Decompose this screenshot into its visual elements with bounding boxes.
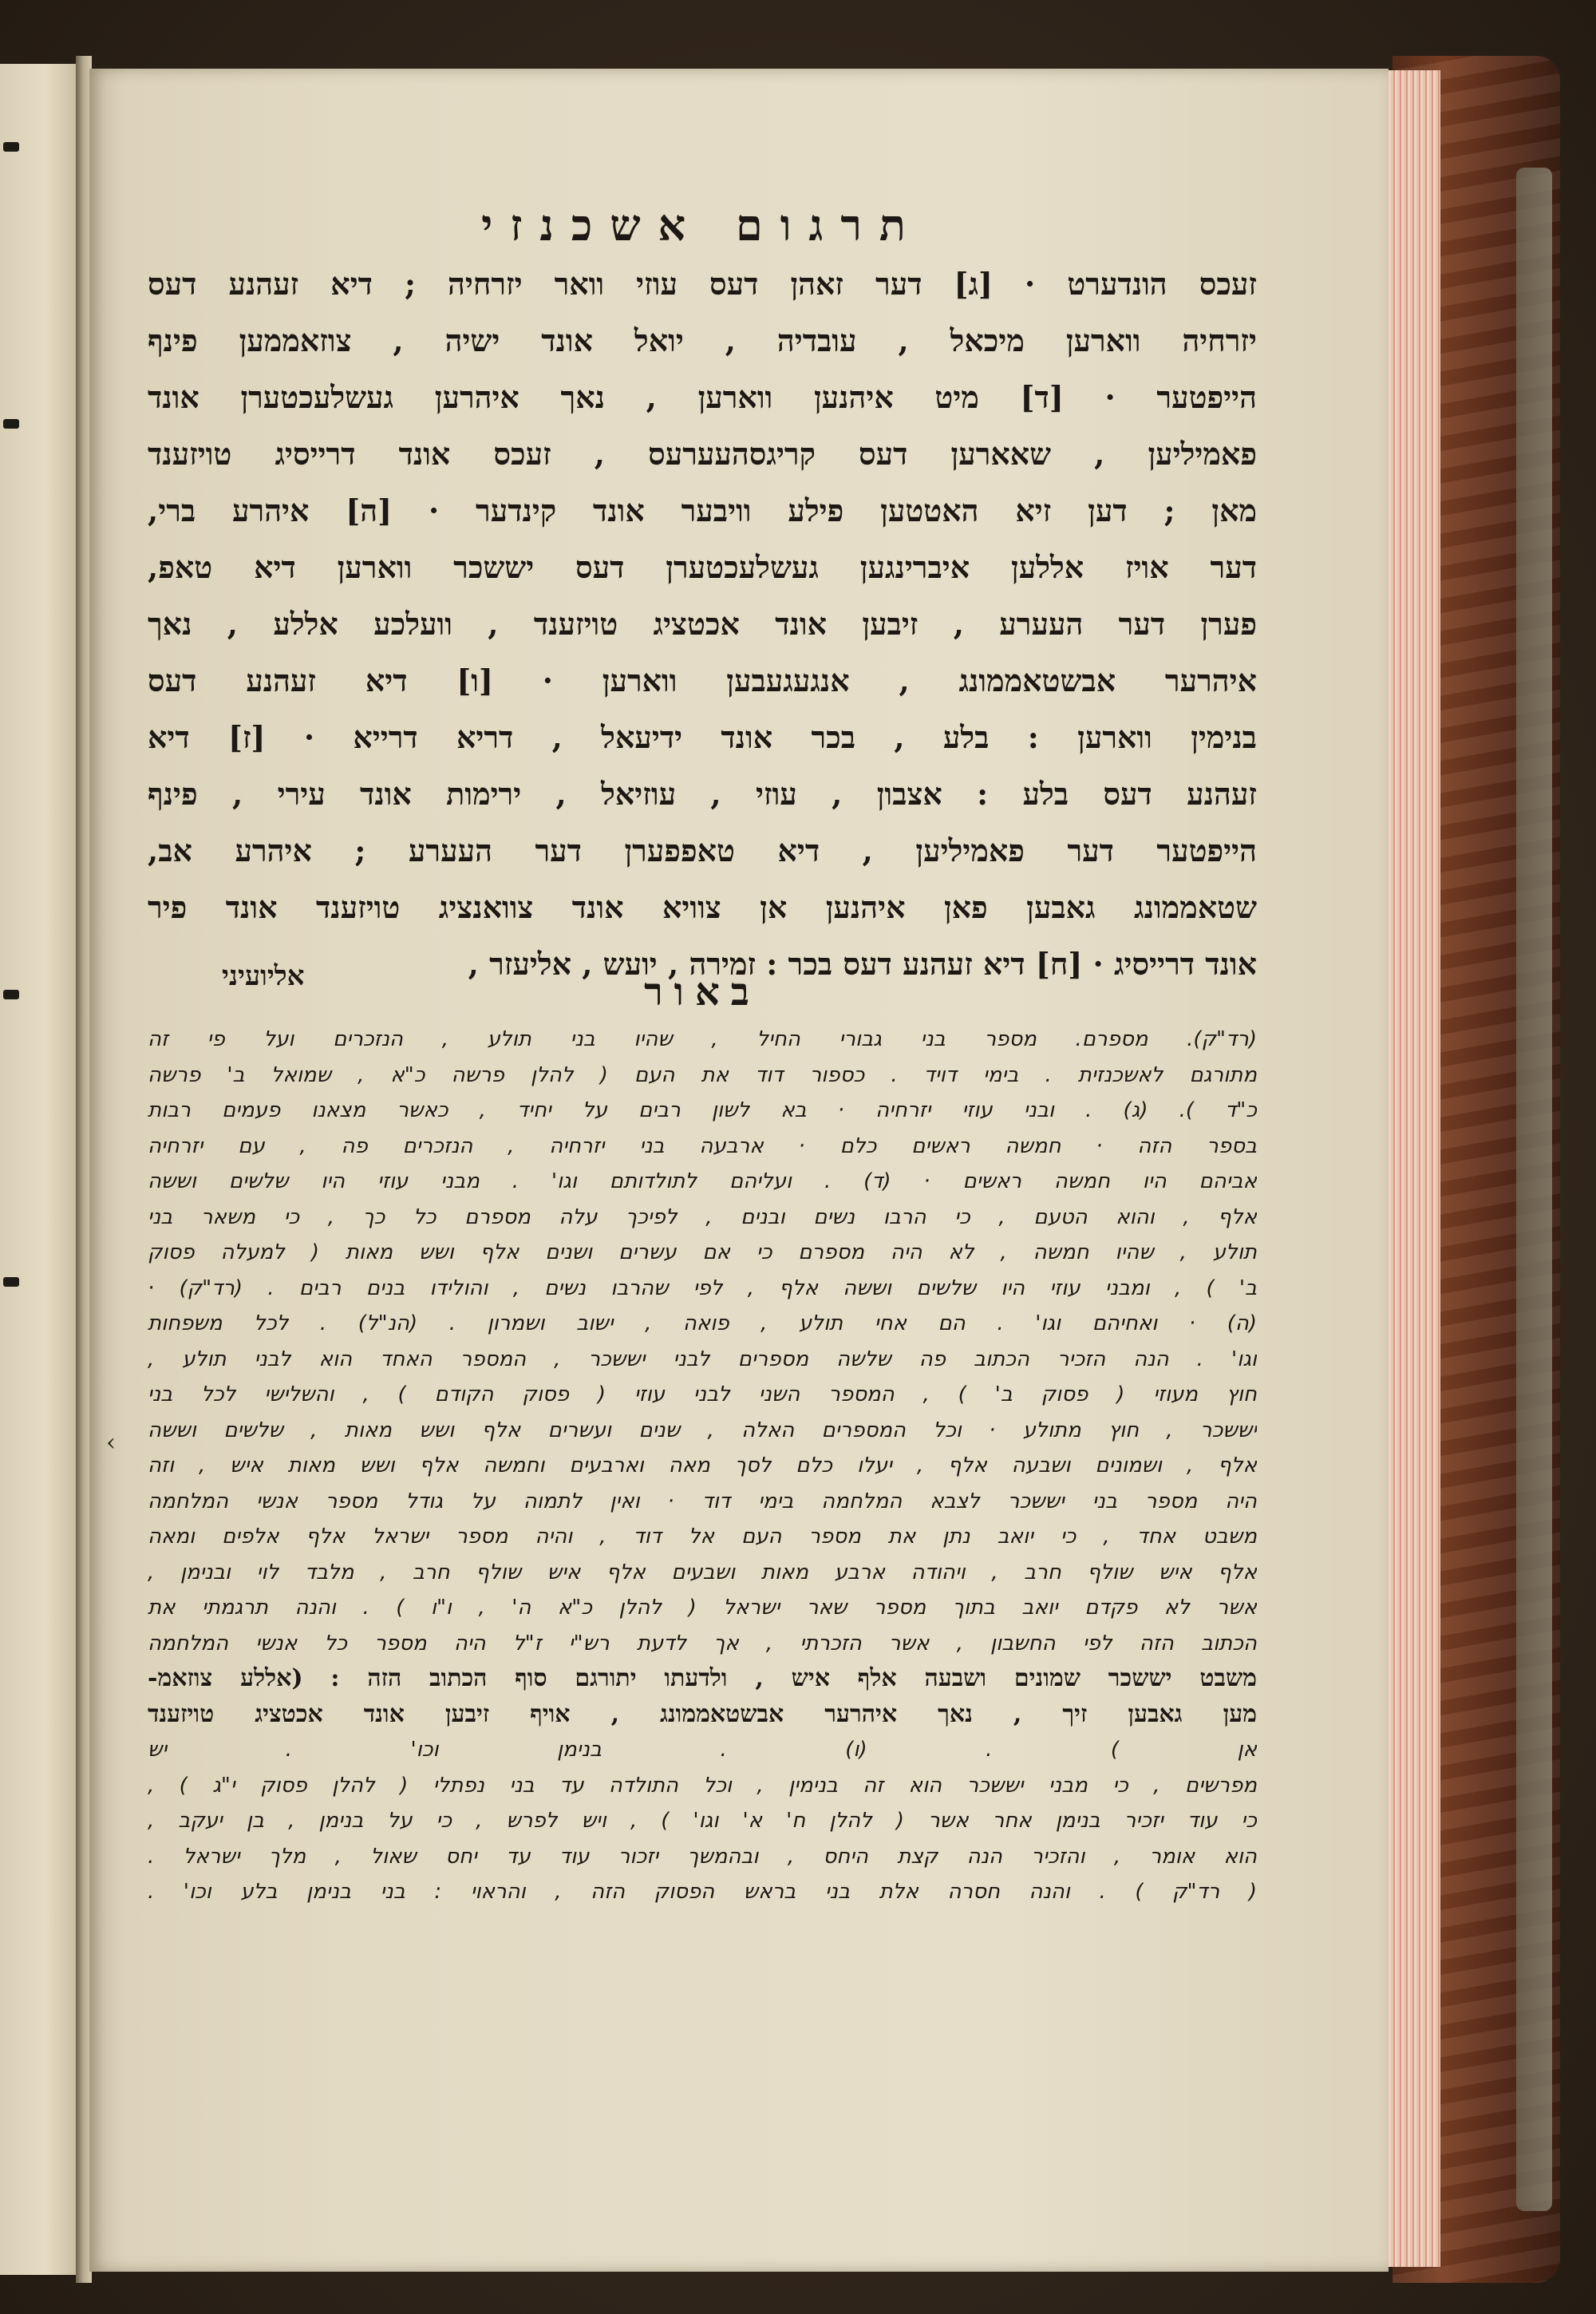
main-text-line: הייפטער דער פאמיליען , דיא טאפפערן דער העערע ; איהרע אב, [148, 833, 1257, 868]
commentary-line: ב' ) , ומבני עוזי היו שלשים וששה אלף , לפי שהרבו נשים , והולידו בנים רבים . (רד"ק) · [148, 1276, 1257, 1300]
cover-wear-strip [1516, 168, 1552, 2211]
commentary-block [148, 1022, 1257, 1910]
commentary-line: מען גאבען זיך , נאך איהרער אבשטאממונג , אויף זיבען אונד אכטציג טויזענד [148, 1699, 1257, 1728]
commentary-line: אלף איש שולף חרב , ויהודה ארבע מאות ושבעים אלף איש שולף חרב , מלבד לוי ובנימן , [148, 1560, 1257, 1584]
commentary-line: אלף , והוא הטעם , כי הרבו נשים ובנים , לפיכך עלה מספרם כל כך , כי משאר בני [148, 1204, 1257, 1229]
main-text-line: יזרחיה ווארען מיכאל , עובדיה , יואל אונד ישיה , צוזאממען פינף [148, 322, 1257, 358]
left-page-mark [3, 1277, 19, 1287]
commentary-line: יששכר , חוץ מתולע · וכל המספרים האלה , שנים ועשרים אלף ושש מאות , שלשים וששה [148, 1418, 1257, 1442]
commentary-line: משבט אחד , כי יואב נתן את מספר העם אל דוד , והיה מספר ישראל אלף אלפים ומאה [148, 1525, 1257, 1549]
main-text-continuation: אליועיני [222, 960, 305, 992]
main-text-line: הייפטער · [ד] מיט איהנען ווארען , נאך איהרען געשלעכטערן אונד [148, 379, 1257, 415]
margin-mark: ‹ [106, 1429, 116, 1457]
commentary-line: משבט יששכר שמונים ושבעה אלף איש , ולדעתו יתורגם סוף הכתוב הזה : (אללע צוזאמ- [148, 1664, 1257, 1692]
commentary-line: (רד"ק). מספרם. מספר בני גבורי החיל , שהיו בני תולע , הנזכרים ועל פי זה [148, 1027, 1257, 1051]
main-text-line: זעכס הונדערט · [ג] דער זאהן דעס עוזי וואר יזרחיה ; דיא זעהנע דעס [148, 266, 1257, 302]
commentary-line: כי עוד יזכיר בנימן אחר אשר ( להלן ח' א' וגו' ) , ויש לפרש , כי על בנימן , בן יעקב , [148, 1809, 1257, 1833]
commentary-line: ( רד"ק ) . והנה חסרה אלת בני בראש הפסוק הזה , והראוי : בני בנימן בלע וכו' . [148, 1880, 1257, 1904]
commentary-line: (ה) · ואחיהם וגו' . הם אחי תולע , פואה , ישוב ושמרון . (הנ"ל) . לכל משפחות [148, 1311, 1257, 1335]
main-text-line: שטאממונג גאבען פאן איהנען אן צוויא אונד צוואנציג טויזענד אונד פיר [148, 889, 1257, 925]
main-text-line: דער אויז אללען איברינגען געשלעכטערן דעס יששכר ווארען דיא טאפ, [148, 549, 1257, 585]
main-text-block [148, 255, 1257, 992]
page-title: תרגום אשכנזי [481, 200, 923, 251]
commentary-heading: באור [644, 970, 760, 1015]
commentary-line: מפרשים , כי מבני יששכר הוא זה בנימין , וכל התולדה עד בני נפתלי ( להלן פסוק י"ג ) , [148, 1773, 1257, 1798]
main-text-line: איהרער אבשטאממונג , אנגעגעבען ווארען · [ו] דיא זעהנע דעס [148, 663, 1257, 698]
main-text-line: פערן דער העערע , זיבען אונד אכטציג טויזענד , וועלכע אללע , נאך [148, 606, 1257, 642]
commentary-line: אשר לא פקדם יואב בתוך מספר שאר ישראל ( להלן כ"א ה' , ו"ו ) . והנה תרגמתי את [148, 1596, 1257, 1620]
commentary-line: אן ) . (ו) . בנימן וכו' . יש [148, 1738, 1257, 1762]
commentary-line: הכתוב הזה לפי החשבון , אשר הזכרתי , אך לדעת רש"י ז"ל היה מספר כל אנשי המלחמה [148, 1631, 1257, 1655]
main-text-line: מאן ; דען זיא האטטען פילע וויבער אונד קינדער · [ה] איהרע ברי, [148, 492, 1257, 528]
commentary-line: היה מספר בני יששכר לצבא המלחמה בימי דוד · ואין לתמוה על גודל מספר אנשי המלחמה [148, 1489, 1257, 1513]
commentary-line: כ"ד ). (ג) . ובני עוזי יזרחיה · בא לשון רבים על יחיד , כאשר מצאנו פעמים רבות [148, 1098, 1257, 1122]
page-fore-edge [1385, 70, 1440, 2267]
left-page-mark [3, 419, 19, 429]
commentary-line: הוא אומר , והזכיר הנה קצת היחס , ובהמשך יזכור עוד עד יחס שאול , מלך ישראל . [148, 1844, 1257, 1869]
commentary-line: מתורגם לאשכנזית . בימי דויד . כספור דוד את העם ( להלן פרשה כ"א , שמואל ב' פרשה [148, 1062, 1257, 1087]
left-page-mark [3, 142, 19, 152]
main-text-line: בנימין ווארען : בלע , בכר אונד ידיעאל , דריא דרייא · [ז] דיא [148, 719, 1257, 755]
main-text-line: פאמיליען , שאארען דעס קריגסהעערעס , זעכס אונד דרייסיג טויזענד [148, 436, 1257, 472]
main-text-line: זעהנע דעס בלע : אצבון , עוזי , עוזיאל , ירימות אונד עירי , פינף [148, 776, 1257, 812]
left-page-mark [3, 990, 19, 999]
commentary-line: חוץ מעוזי ( פסוק ב' ) , המספר השני לבני עוזי ( פסוק הקודם ) , והשלישי לכל בני [148, 1382, 1257, 1406]
left-facing-page [0, 64, 81, 2275]
commentary-line: אלף , ושמונים ושבעה אלף , יעלו כלם לסך מאה וארבעים וחמשה אלף ושש מאות איש , וזה [148, 1454, 1257, 1477]
commentary-line: וגו' . הנה הזכיר הכתוב פה שלשה מספרים לבני יששכר , המספר האחד הוא לבני תולע , [148, 1347, 1257, 1371]
commentary-line: בספר הזה · חמשה ראשים כלם · ארבעה בני יזרחיה , הנזכרים פה , עם יזרחיה [148, 1133, 1257, 1158]
commentary-line: תולע , שהיו חמשה , לא היה מספרם כי אם עשרים ושנים אלף ושש מאות ( למעלה פסוק [148, 1240, 1257, 1264]
commentary-line: אביהם היו חמשה ראשים · (ד) . ועליהם לתולדותם וגו' . מבני עוזי היו שלשים וששה [148, 1169, 1257, 1193]
main-text-line: אונד דרייסיג · [ח] דיא זעהנע דעס בכר : זמירה , יועש , אליעזר , [468, 946, 1257, 982]
